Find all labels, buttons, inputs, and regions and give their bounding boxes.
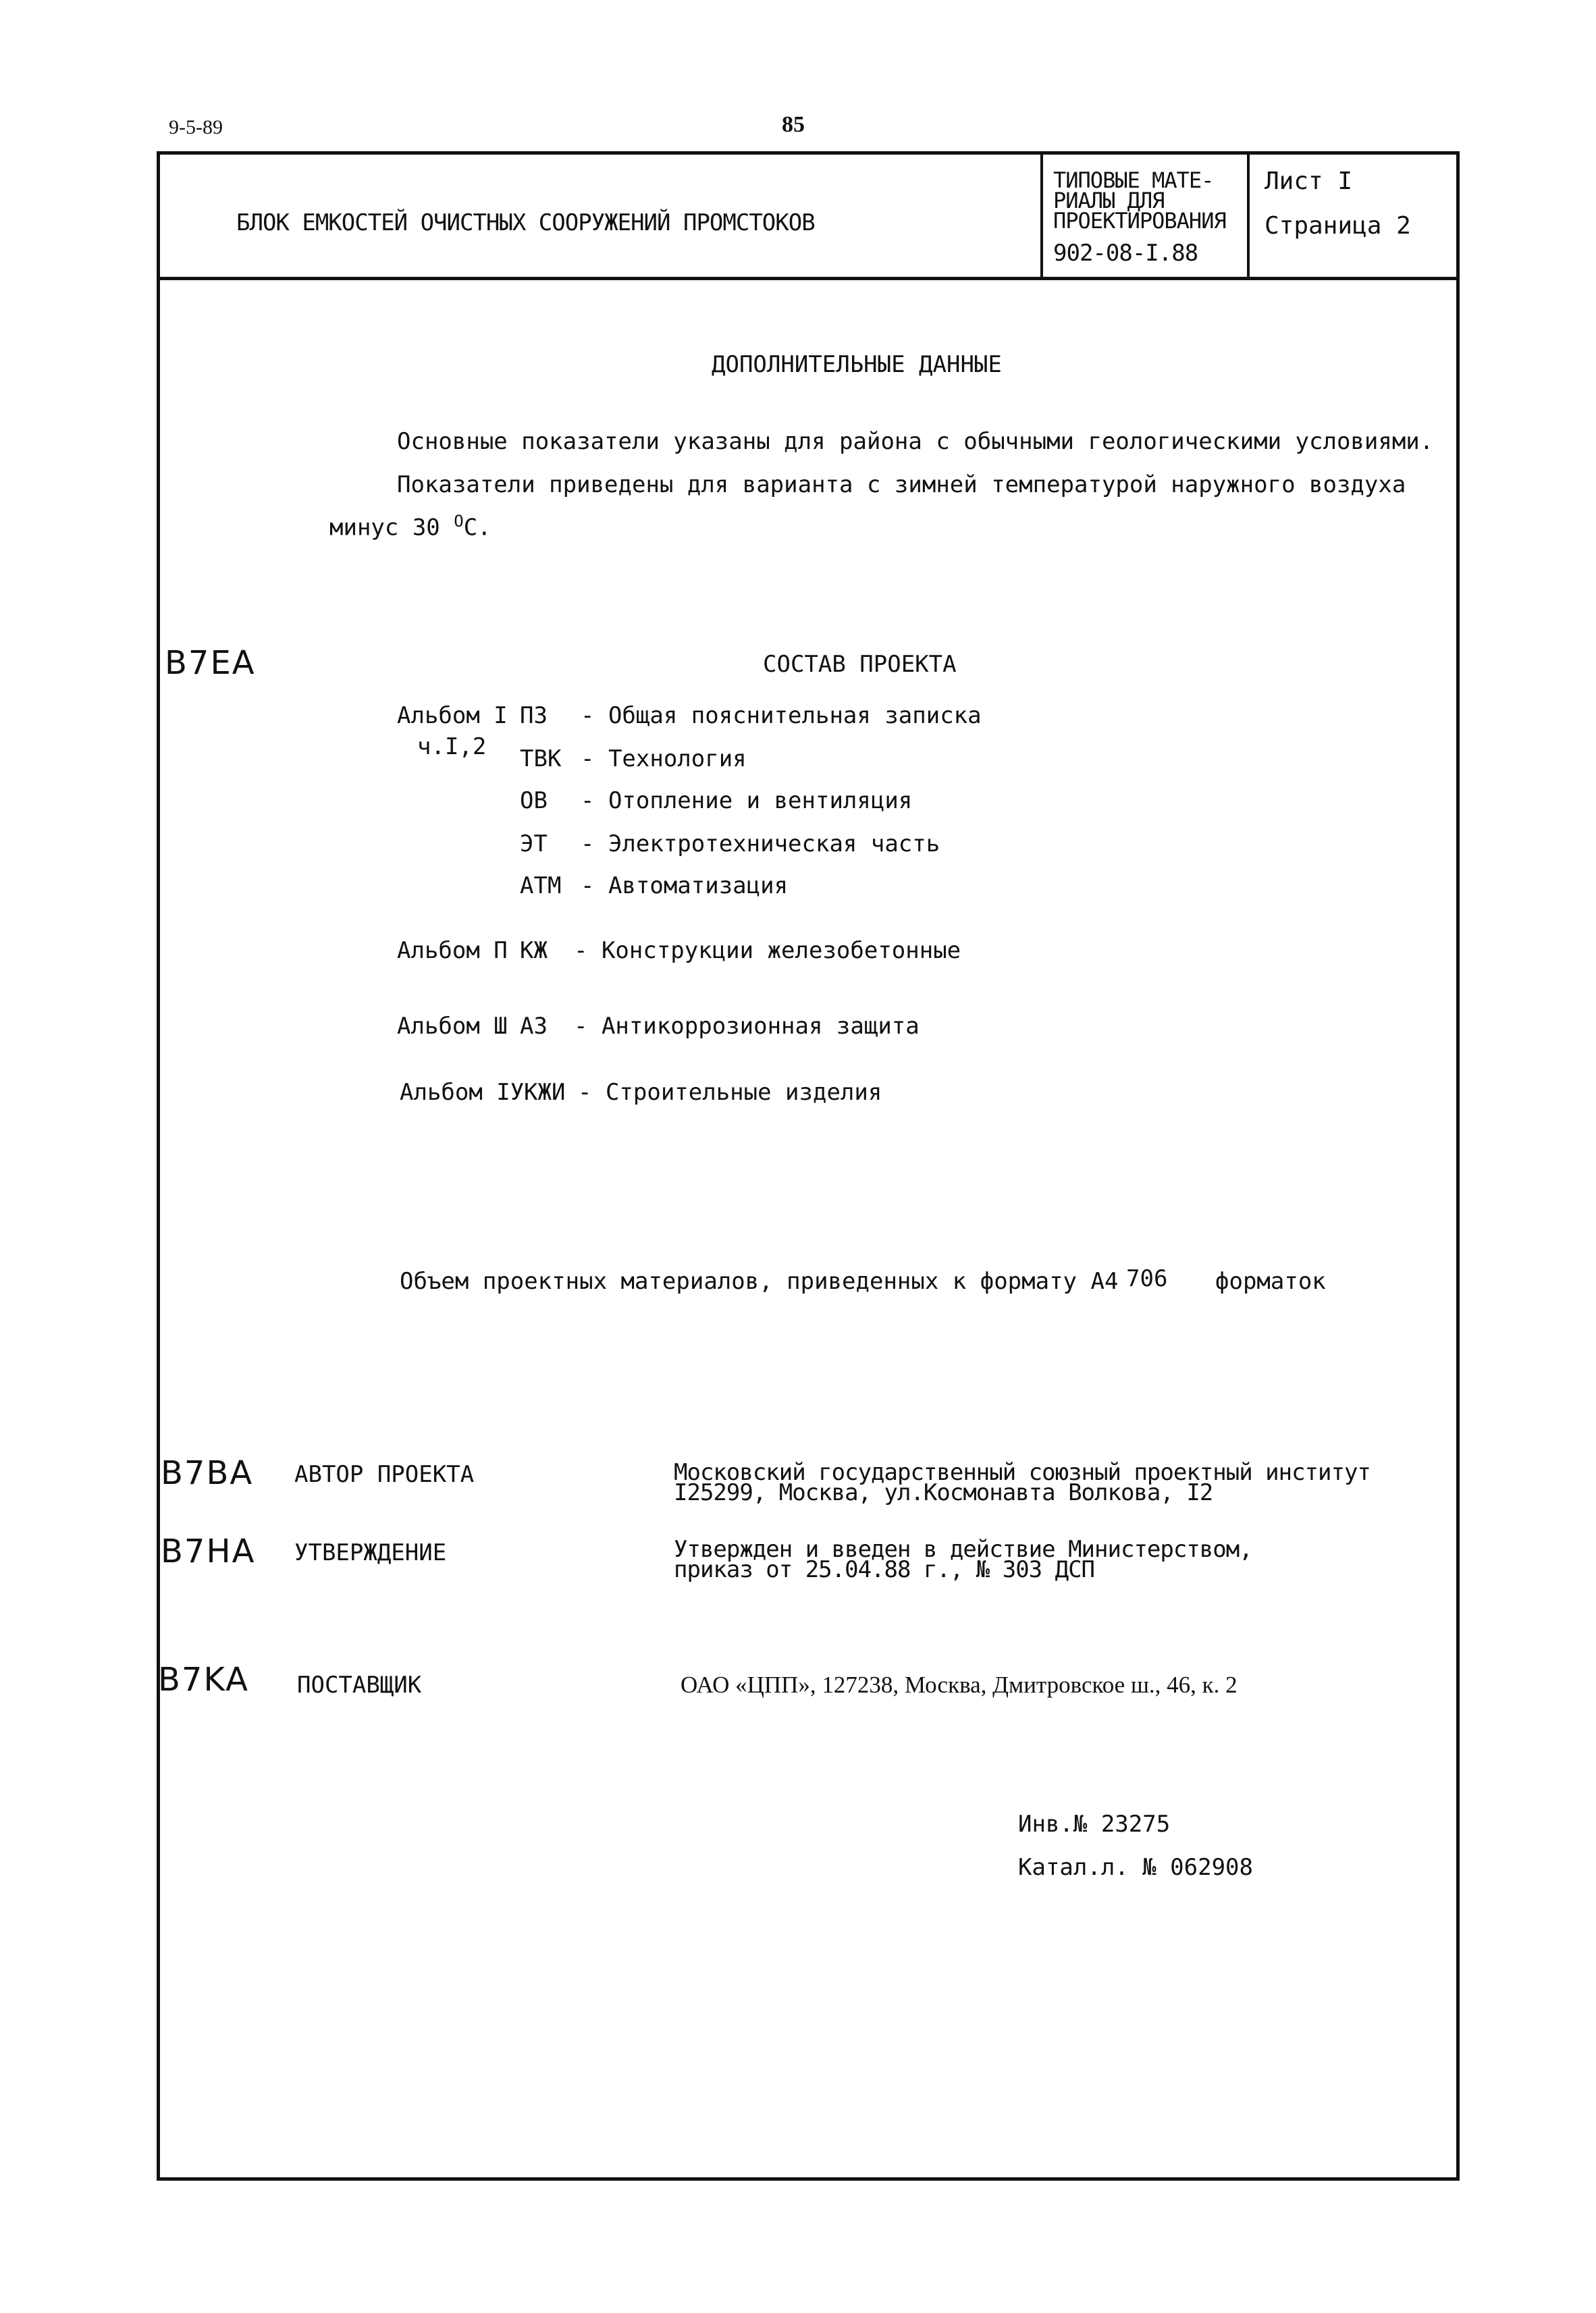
album-3-code: АЗ — [520, 1013, 548, 1040]
degree-sign: O — [454, 512, 464, 531]
series-line-2: РИАЛЫ ДЛЯ — [1053, 188, 1165, 213]
album-3-label: Альбом Ш — [397, 1013, 508, 1040]
album-1-item-desc: - Отопление и вентиляция — [581, 787, 913, 814]
document-title: БЛОК ЕМКОСТЕЙ ОЧИСТНЫХ СООРУЖЕНИЙ ПРОМСТОКОВ — [236, 209, 815, 236]
composition-code: B7EA — [165, 644, 256, 682]
author-code: B7BA — [161, 1454, 254, 1492]
album-1-item-desc: - Технология — [581, 745, 747, 772]
composition-heading: СОСТАВ ПРОЕКТА — [763, 651, 957, 678]
volume-text: Объем проектных материалов, приведенных к формату А4 — [400, 1268, 1119, 1295]
document-frame — [157, 151, 1460, 2181]
album-1-item-code: АТМ — [520, 872, 562, 899]
supplier-text: ОАО «ЦПП», 127238, Москва, Дмитровское ш., 46, к. 2 — [681, 1672, 1238, 1698]
album-1-item-code: ОВ — [520, 787, 548, 814]
album-1-item-desc: - Общая пояснительная записка — [581, 702, 982, 729]
inventory-number: Инв.№ 23275 — [1018, 1811, 1171, 1838]
approval-line-2: приказ от 25.04.88 г., № 303 ДСП — [674, 1556, 1095, 1583]
author-label: АВТОР ПРОЕКТА — [294, 1461, 475, 1488]
album-2-code: КЖ — [520, 937, 548, 964]
album-1-label: Альбом I — [397, 702, 508, 729]
album-1-item-code: ТВК — [520, 745, 562, 772]
header-divider — [157, 277, 1460, 280]
album-1-item-desc: - Автоматизация — [581, 872, 789, 899]
album-3-desc: - Антикоррозионная защита — [574, 1013, 920, 1040]
album-4-label: Альбом IУ — [400, 1079, 525, 1106]
author-line-1: Московский государственный союзный проектный институт — [674, 1459, 1371, 1486]
header-divider-right — [1247, 151, 1250, 280]
additional-line-1: Основные показатели указаны для района с обычными геологическими условиями. — [397, 428, 1434, 455]
series-line-3: ПРОЕКТИРОВАНИЯ — [1053, 208, 1226, 234]
series-line-1: ТИПОВЫЕ МАТЕ- — [1053, 167, 1214, 193]
catalog-number: Катал.л. № 062908 — [1018, 1854, 1253, 1881]
approval-line-1: Утвержден и введен в действие Министерством, — [674, 1536, 1252, 1563]
temperature-prefix: минус 30 — [329, 514, 440, 541]
album-2-desc: - Конструкции железобетонные — [574, 937, 961, 964]
supplier-code: B7KA — [158, 1661, 249, 1699]
header-divider-left — [1040, 151, 1043, 280]
volume-unit: форматок — [1215, 1268, 1326, 1295]
album-1-parts: ч.I,2 — [417, 733, 487, 760]
temperature-suffix: C. — [463, 514, 491, 541]
author-line-2: I25299, Москва, ул.Космонавта Волкова, I2 — [674, 1479, 1213, 1506]
supplier-label: ПОСТАВЩИК — [297, 1672, 422, 1699]
series-number: 902-08-I.88 — [1053, 240, 1198, 267]
volume-value: 706 — [1126, 1265, 1168, 1292]
album-1-item-code: ЭТ — [520, 830, 548, 857]
album-1-item-code: ПЗ — [520, 702, 548, 729]
approval-label: УТВЕРЖДЕНИЕ — [294, 1539, 447, 1566]
album-2-label: Альбом П — [397, 937, 508, 964]
page-label: Страница 2 — [1265, 212, 1411, 240]
additional-heading: ДОПОЛНИТЕЛЬНЫЕ ДАННЫЕ — [712, 351, 1002, 378]
album-1-item-desc: - Электротехническая часть — [581, 830, 940, 857]
sheet-number: Лист I — [1265, 167, 1353, 195]
approval-code: B7HA — [161, 1533, 256, 1570]
additional-line-3 — [329, 512, 491, 541]
album-4-code: КЖИ — [524, 1079, 566, 1106]
page-number: 85 — [782, 112, 805, 137]
album-4-desc: - Строительные изделия — [578, 1079, 882, 1106]
document-code: 9-5-89 — [169, 116, 223, 138]
additional-line-2: Показатели приведены для варианта с зимней температурой наружного воздуха — [397, 471, 1406, 498]
